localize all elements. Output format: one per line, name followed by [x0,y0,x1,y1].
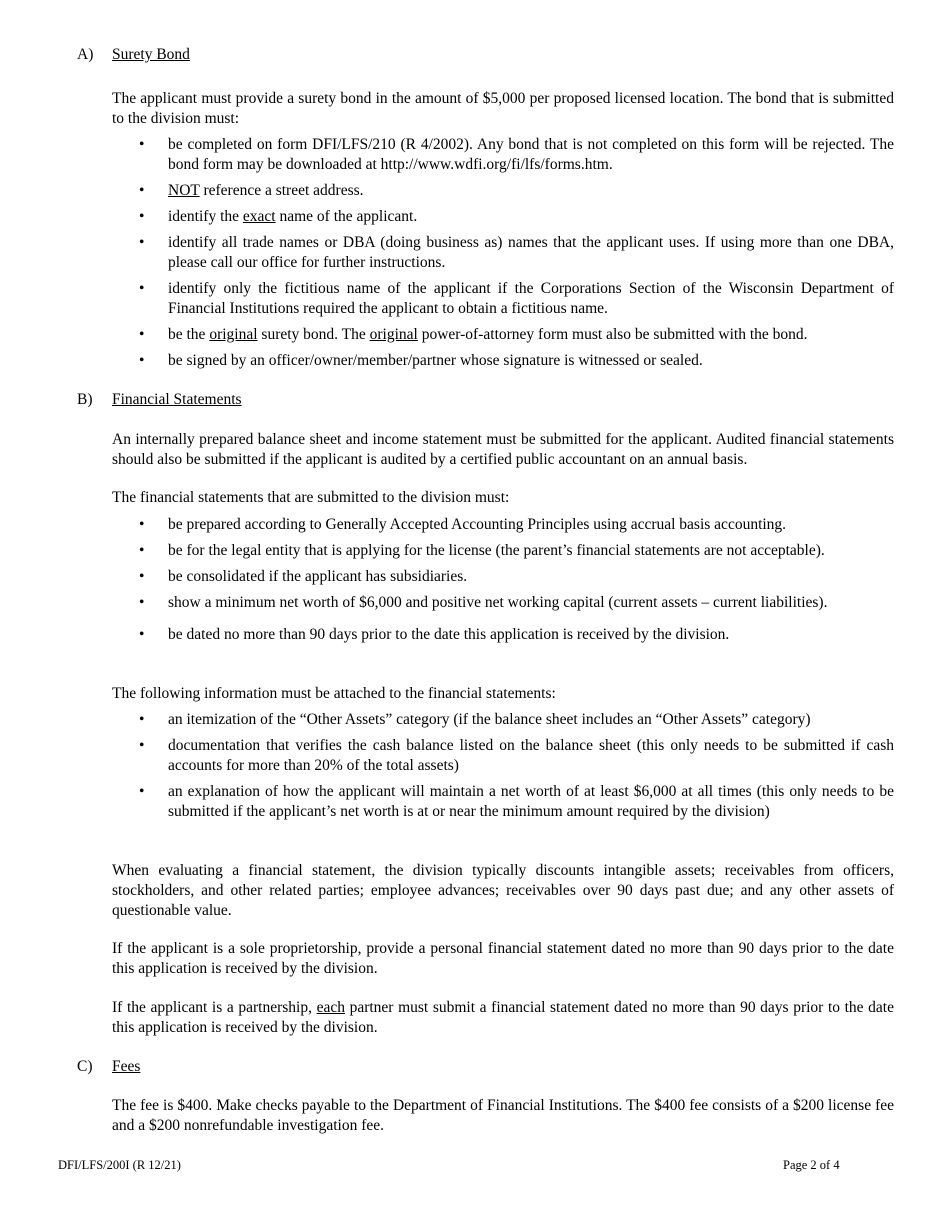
section-a-title: Surety Bond [112,46,190,63]
list-item: • be consolidated if the applicant has subsidiaries. [112,567,894,587]
section-b-paragraph-4: When evaluating a financial statement, the division typically discounts intangible assets; receivables from officers, stockholders, and other related parties; employee advances; receivables over 90 days past due; and any other assets of questionable value. [112,862,894,919]
list-item: • NOT reference a street address. [112,181,894,201]
list-item: • an explanation of how the applicant will maintain a net worth of at least $6,000 at all times (this only needs to be submitted if the applicant’s net worth is at or near the minimum amount required by the division) [112,782,894,822]
list-item: • identify only the fictitious name of the applicant if the Corporations Section of the Wisconsin Department of Financial Institutions required the applicant to obtain a fictitious name. [112,279,894,319]
list-item: • be for the legal entity that is applying for the license (the parent’s financial statements are not acceptable). [112,541,894,561]
list-item: • an itemization of the “Other Assets” category (if the balance sheet includes an “Other Assets” category) [112,710,894,730]
list-item: • be prepared according to Generally Accepted Accounting Principles using accrual basis accounting. [112,515,894,535]
section-b-paragraph-5: If the applicant is a sole proprietorship, provide a personal financial statement dated no more than 90 days prior to the date this application is received by the division. [112,940,894,977]
section-b-letter: B) [77,391,93,408]
section-a-letter: A) [77,46,94,63]
list-item: • show a minimum net worth of $6,000 and positive net working capital (current assets – current liabilities). [112,593,894,613]
list-item: • identify the exact name of the applicant. [112,207,894,227]
section-b-title: Financial Statements [112,391,242,408]
list-item: • documentation that verifies the cash balance listed on the balance sheet (this only needs to be submitted if cash accounts for more than 20% of the total assets) [112,736,894,776]
list-item: • be dated no more than 90 days prior to the date this application is received by the division. [112,625,894,645]
section-c-paragraph-1: The fee is $400. Make checks payable to the Department of Financial Institutions. The $400 fee consists of a $200 license fee and a $200 nonrefundable investigation fee. [112,1097,894,1134]
section-c-letter: C) [77,1058,93,1075]
bond-requirements-list [112,135,894,377]
section-b-paragraph-1: An internally prepared balance sheet and income statement must be submitted for the applicant. Audited financial statements should also be submitted if the applicant is audited by a certified public accountant on an annual basis. [112,431,894,468]
list-item: • identify all trade names or DBA (doing business as) names that the applicant uses. If using more than one DBA, please call our office for further instructions. [112,233,894,273]
footer-page-number: Page 2 of 4 [783,1158,840,1172]
list-item: • be the original surety bond. The original power-of-attorney form must also be submitted with the bond. [112,325,894,345]
section-c-title: Fees [112,1058,141,1075]
section-a-intro: The applicant must provide a surety bond in the amount of $5,000 per proposed licensed location. The bond that is submitted to the division must: [112,90,894,127]
section-c-heading [77,1057,140,1077]
financial-statement-requirements-list [112,515,894,651]
list-item: • be completed on form DFI/LFS/210 (R 4/2002). Any bond that is not completed on this form will be rejected. The bond form may be downloaded at http://www.wdfi.org/fi/lfs/forms.htm. [112,135,894,175]
attachments-list [112,710,894,828]
section-b-paragraph-2: The financial statements that are submitted to the division must: [112,489,510,506]
section-b-heading [77,390,242,410]
footer-form-id: DFI/LFS/200I (R 12/21) [58,1158,181,1172]
section-b-paragraph-6: If the applicant is a partnership, each partner must submit a financial statement dated no more than 90 days prior to the date this application is received by the division. [112,999,894,1036]
section-a-heading [77,45,190,65]
list-item: • be signed by an officer/owner/member/partner whose signature is witnessed or sealed. [112,351,894,371]
section-b-paragraph-3: The following information must be attached to the financial statements: [112,685,556,702]
